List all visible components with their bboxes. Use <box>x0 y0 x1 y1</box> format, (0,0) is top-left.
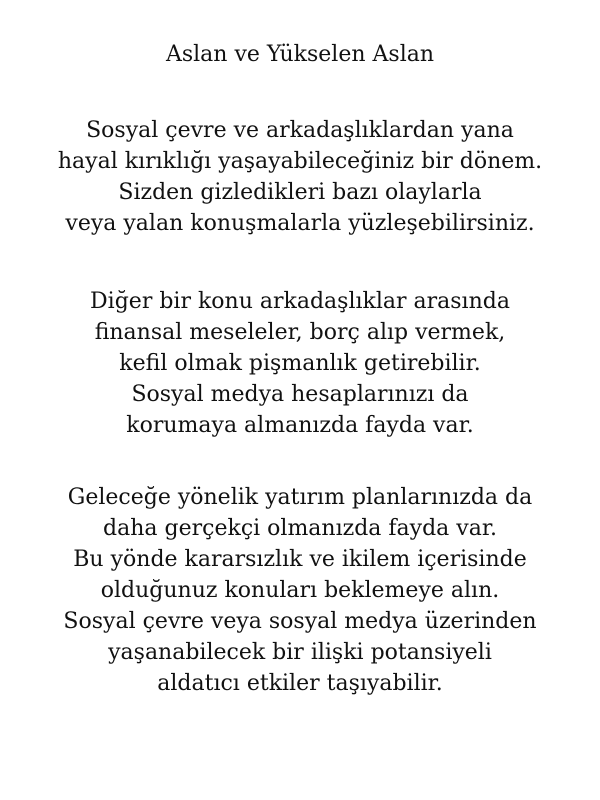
text-line: hayal kırıklığı yaşayabileceğiniz bir dönem. <box>57 149 543 174</box>
text-line: Diğer bir konu arkadaşlıklar arasında <box>90 289 510 314</box>
text-line: Sizden gizledikleri bazı olaylarla <box>118 180 482 205</box>
paragraph-1 <box>0 115 600 239</box>
text-line: Geleceğe yönelik yatırım planlarınızda da <box>67 485 533 510</box>
text-line: finansal meseleler, borç alıp vermek, <box>94 320 506 345</box>
text-line: kefil olmak pişmanlık getirebilir. <box>119 351 481 376</box>
text-line: aldatıcı etkiler taşıyabilir. <box>157 671 443 696</box>
text-line: Sosyal çevre ve arkadaşlıklardan yana <box>86 118 514 143</box>
text-line: daha gerçekçi olmanızda fayda var. <box>103 516 497 541</box>
text-line: veya yalan konuşmalarla yüzleşebilirsiniz. <box>65 211 535 236</box>
paragraph-3 <box>0 482 600 699</box>
text-line: olduğunuz konuları beklemeye alın. <box>100 578 500 603</box>
page-title: Aslan ve Yükselen Aslan <box>165 42 435 67</box>
paragraph-2 <box>0 286 600 441</box>
text-line: yaşanabilecek bir ilişki potansiyeli <box>108 640 492 665</box>
text-line: Sosyal çevre veya sosyal medya üzerinden <box>63 609 537 634</box>
text-line: Bu yönde kararsızlık ve ikilem içerisinde <box>73 547 527 572</box>
text-line: korumaya almanızda fayda var. <box>126 413 474 438</box>
text-line: Sosyal medya hesaplarınızı da <box>131 382 469 407</box>
